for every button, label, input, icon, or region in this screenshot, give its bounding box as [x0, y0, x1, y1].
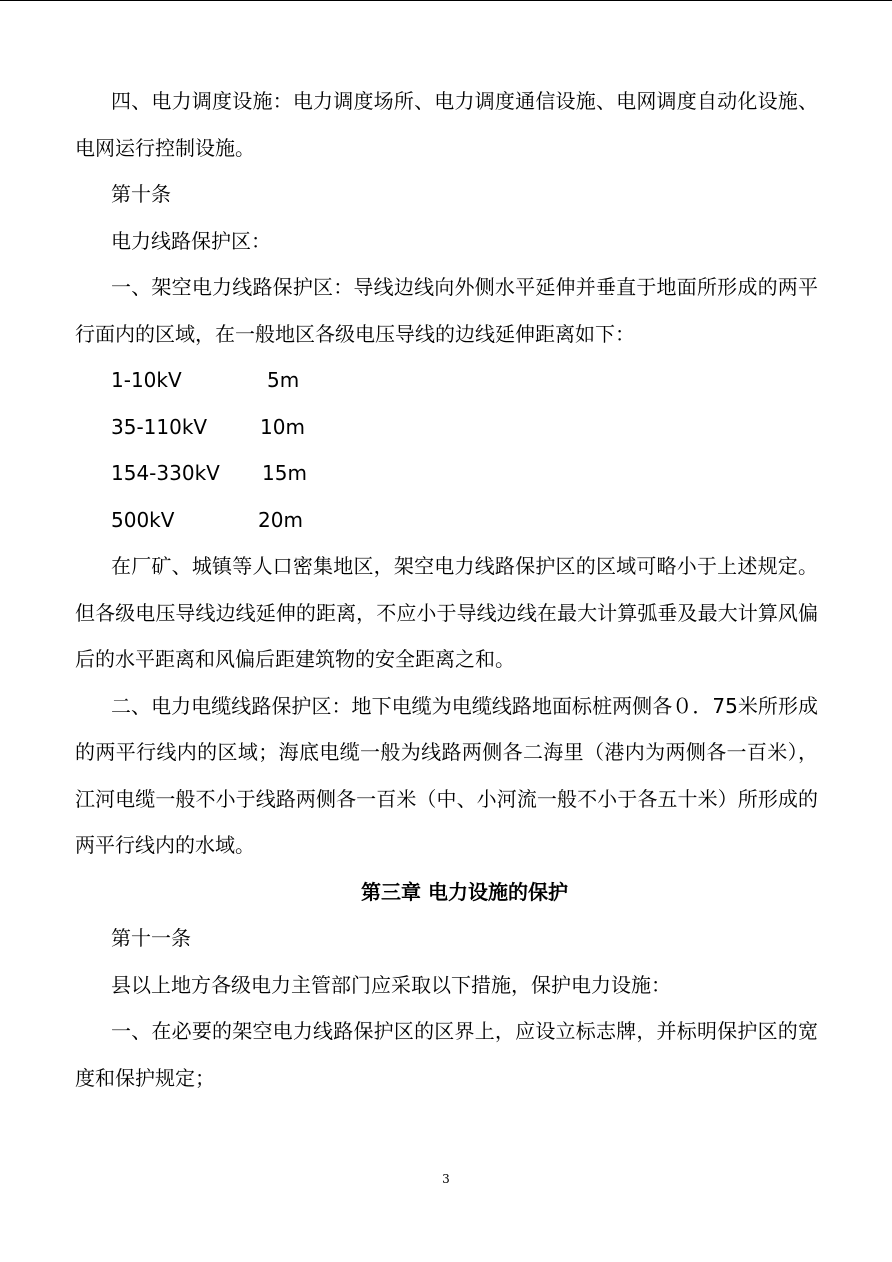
document-body — [75, 78, 818, 1101]
paragraph-sign-boards: 一、在必要的架空电力线路保护区的区界上，应设立标志牌，并标明保护区的宽度和保护规定； — [75, 1019, 818, 1090]
page-number: 3 — [442, 1172, 450, 1186]
paragraph-overhead-line-zone: 一、架空电力线路保护区：导线边线向外侧水平延伸并垂直于地面所形成的两平行面内的区域，在一般地区各级电压导线的边线延伸距离如下： — [75, 275, 818, 346]
article-ten-title: 第十条 — [111, 182, 171, 206]
voltage-row — [75, 497, 818, 544]
extension-distance: 20m — [258, 507, 303, 532]
paragraph-protection-measures: 县以上地方各级电力主管部门应采取以下措施，保护电力设施： — [111, 972, 671, 997]
voltage-level: 1-10kV — [111, 368, 182, 392]
chapter-heading: 第三章 电力设施的保护 — [361, 879, 568, 904]
line-protection-zone-title: 电力线路保护区： — [111, 228, 271, 253]
paragraph-dense-area-rule: 在厂矿、城镇等人口密集地区，架空电力线路保护区的区域可略小于上述规定。但各级电压导线边线延伸的距离，不应小于导线边线在最大计算弧垂及最大计算风偏后的水平距离和风偏后距建筑物的安全距离之和。 — [75, 554, 818, 671]
voltage-level: 35-110kV — [111, 414, 208, 439]
voltage-level: 154-330kV — [111, 461, 220, 485]
paragraph-dispatch-facilities: 四、电力调度设施：电力调度场所、电力调度通信设施、电网调度自动化设施、电网运行控制设施。 — [75, 89, 818, 160]
paragraph-cable-line-zone: 二、电力电缆线路保护区：地下电缆为电缆线路地面标桩两侧各０．75米所形成的两平行线内的区域；海底电缆一般为线路两侧各二海里（港内为两侧各一百米），江河电缆一般不小于线路两侧各一百米（中、小河流一般不小于各五十米）所形成的两平行线内的水域。 — [75, 693, 818, 857]
top-border-line — [0, 0, 892, 1]
extension-distance: 10m — [260, 414, 305, 439]
voltage-row — [75, 357, 818, 404]
article-eleven-title: 第十一条 — [111, 926, 191, 950]
voltage-row — [75, 404, 818, 451]
extension-distance: 15m — [262, 461, 307, 485]
extension-distance: 5m — [267, 368, 300, 392]
voltage-row — [75, 450, 818, 497]
voltage-level: 500kV — [111, 507, 175, 532]
